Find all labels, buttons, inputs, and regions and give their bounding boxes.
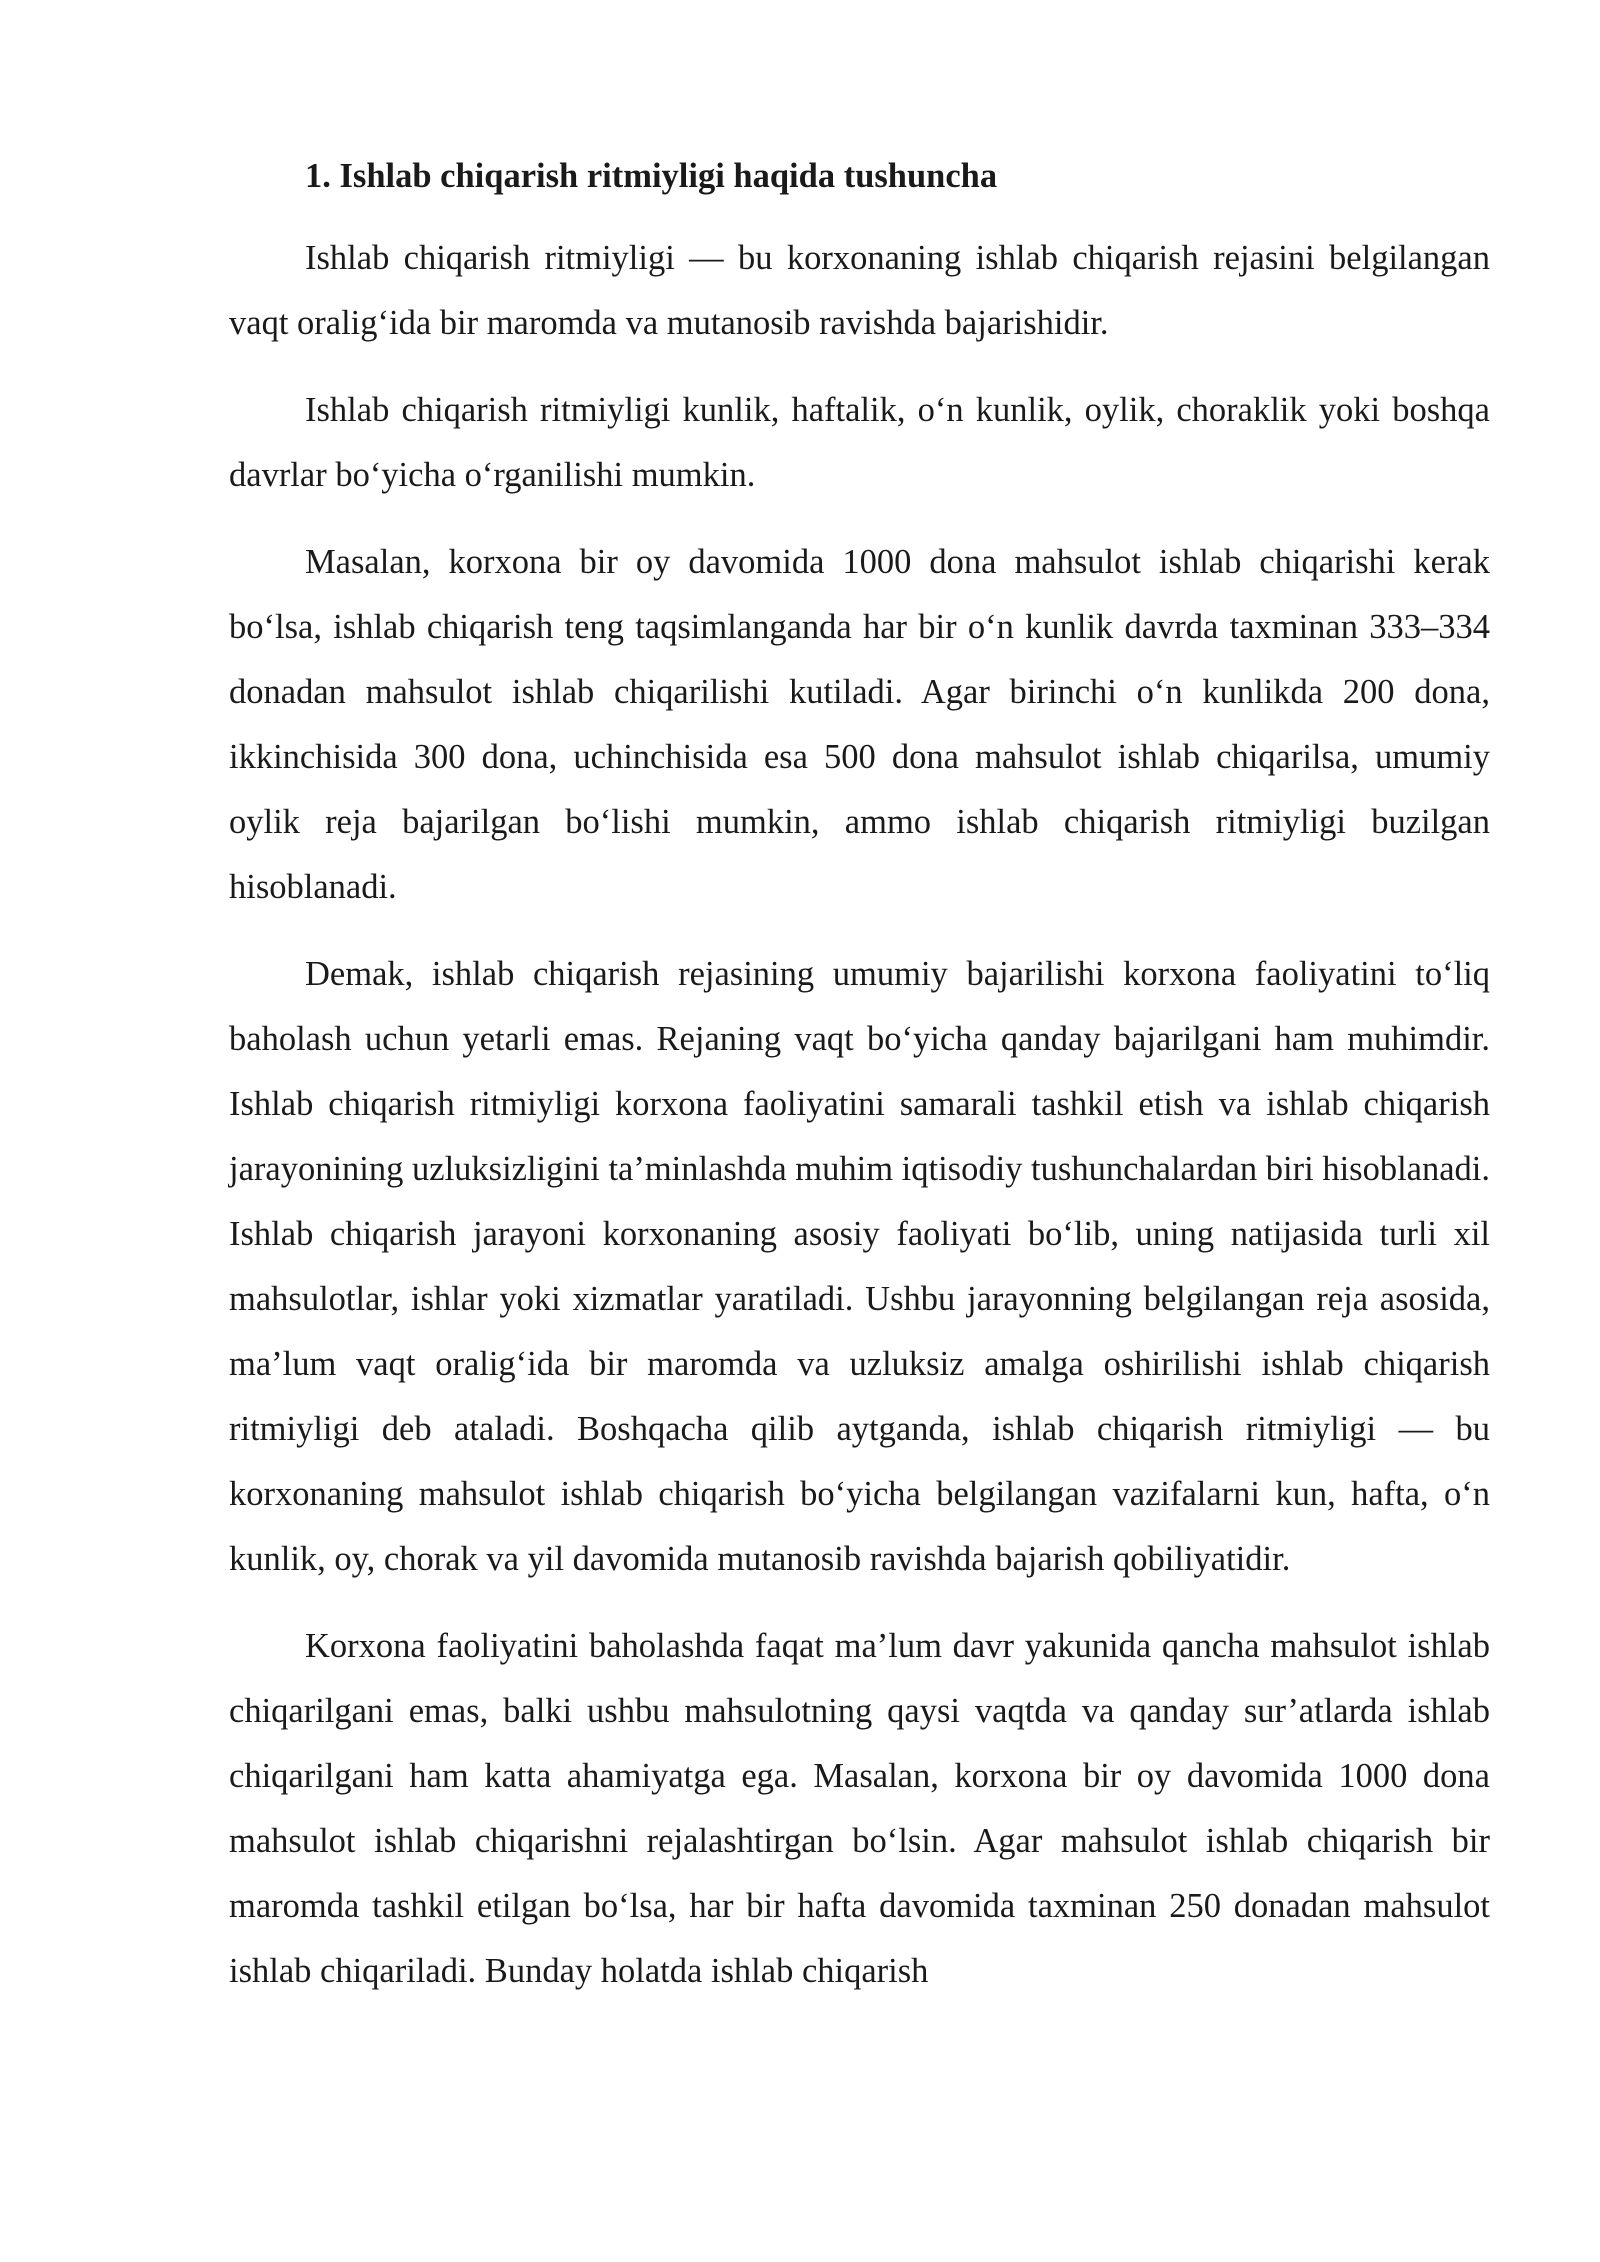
paragraph-definition: Ishlab chiqarish ritmiyligi — bu korxonaning ishlab chiqarish rejasini belgilangan vaqt oralig‘ida bir maromda va mutanosib ravishda bajarishidir. [229,239,1490,342]
paragraph-example: Masalan, korxona bir oy davomida 1000 dona mahsulot ishlab chiqarishi kerak bo‘lsa, ishlab chiqarish teng taqsimlanganda har bir o‘n kunlik davrda taxminan 333–334 donadan mahsulot ishlab chiqarilishi kutiladi. Agar birinchi o‘n kunlikda 200 dona, ikkinchisida 300 dona, uchinchisida esa 500 dona mahsulot ishlab chiqarilsa, umumiy oylik reja bajarilgan bo‘lishi mumkin, ammo ishlab chiqarish ritmiyligi buzilgan hisoblanadi. [229,543,1490,906]
section-heading: 1. Ishlab chiqarish ritmiyligi haqida tushuncha [305,157,998,195]
paragraph-evaluation: Korxona faoliyatini baholashda faqat ma’lum davr yakunida qancha mahsulot ishlab chiqarilgani emas, balki ushbu mahsulotning qaysi vaqtda va qanday sur’atlarda ishlab chiqarilgani ham katta ahamiyatga ega. Masalan, korxona bir oy davomida 1000 dona mahsulot ishlab chiqarishni rejalashtirgan bo‘lsin. Agar mahsulot ishlab chiqarish bir maromda tashkil etilgan bo‘lsa, har bir hafta davomida taxminan 250 donadan mahsulot ishlab chiqariladi. Bunday holatda ishlab chiqarish [229,1627,1490,1990]
paragraph-conclusion: Demak, ishlab chiqarish rejasining umumiy bajarilishi korxona faoliyatini to‘liq baholash uchun yetarli emas. Rejaning vaqt bo‘yicha qanday bajarilgani ham muhimdir. Ishlab chiqarish ritmiyligi korxona faoliyatini samarali tashkil etish va ishlab chiqarish jarayonining uzluksizligini ta’minlashda muhim iqtisodiy tushunchalardan biri hisoblanadi. Ishlab chiqarish jarayoni korxonaning asosiy faoliyati bo‘lib, uning natijasida turli xil mahsulotlar, ishlar yoki xizmatlar yaratiladi. Ushbu jarayonning belgilangan reja asosida, ma’lum vaqt oralig‘ida bir maromda va uzluksiz amalga oshirilishi ishlab chiqarish ritmiyligi deb ataladi. Boshqacha qilib aytganda, ishlab chiqarish ritmiyligi — bu korxonaning mahsulot ishlab chiqarish bo‘yicha belgilangan vazifalarni kun, hafta, o‘n kunlik, oy, chorak va yil davomida mutanosib ravishda bajarish qobiliyatidir. [229,955,1490,1578]
paragraph-periods: Ishlab chiqarish ritmiyligi kunlik, haftalik, o‘n kunlik, oylik, choraklik yoki boshqa davrlar bo‘yicha o‘rganilishi mumkin. [229,391,1490,494]
document-page [229,148,1490,2026]
